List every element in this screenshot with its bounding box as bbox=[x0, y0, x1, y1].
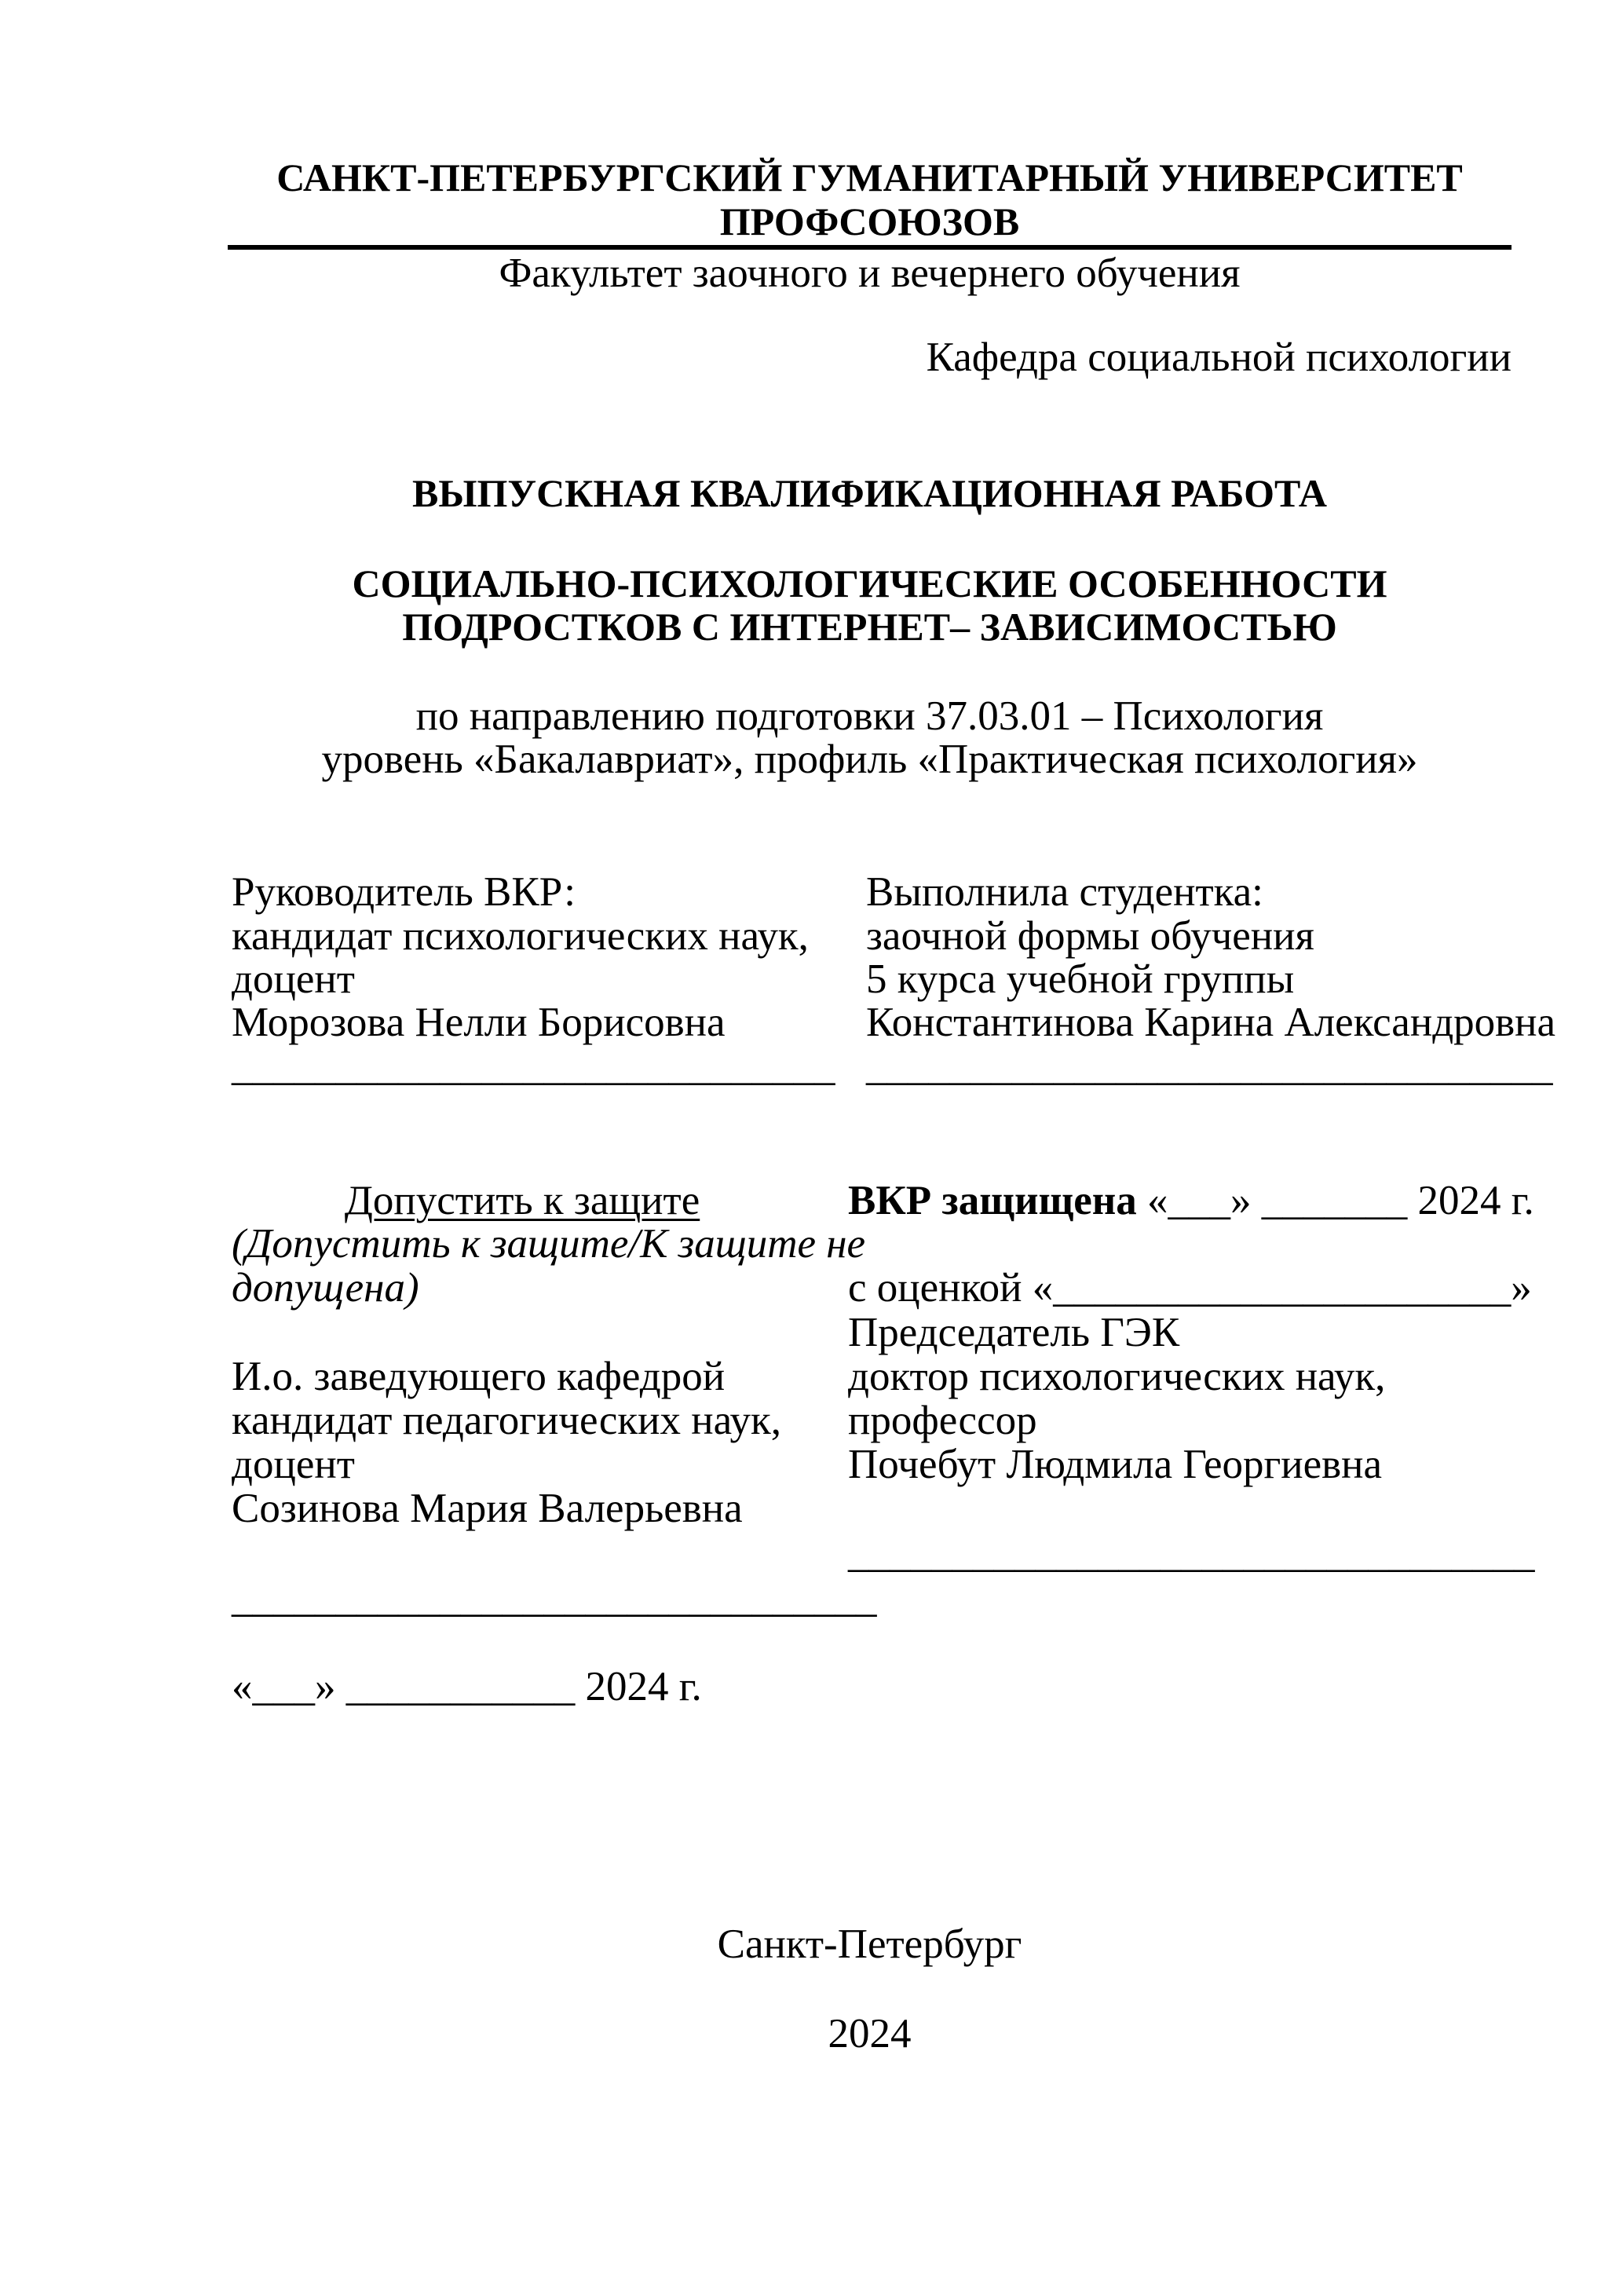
defense-date[interactable]: «___» _______ 2024 г. bbox=[1136, 1178, 1534, 1223]
admission-date[interactable]: «___» ___________ 2024 г. bbox=[232, 1664, 702, 1709]
university-name-line1: САНКТ-ПЕТЕРБУРГСКИЙ ГУМАНИТАРНЫЙ УНИВЕРСИТЕТ bbox=[276, 155, 1463, 199]
student-name: Константинова Карина Александровна bbox=[866, 1000, 1556, 1045]
supervisor-label: Руководитель ВКР: bbox=[232, 869, 576, 915]
student-form: заочной формы обучения bbox=[866, 913, 1314, 959]
work-title-line1: СОЦИАЛЬНО-ПСИХОЛОГИЧЕСКИЕ ОСОБЕННОСТИ bbox=[352, 561, 1387, 605]
chair-rank: профессор bbox=[848, 1398, 1037, 1443]
faculty-name: Факультет заочного и вечернего обучения bbox=[499, 250, 1241, 296]
supervisor-degree: кандидат психологических наук, bbox=[232, 913, 809, 959]
head-degree: кандидат педагогических наук, bbox=[232, 1398, 781, 1443]
head-name: Созинова Мария Валерьевна bbox=[232, 1486, 743, 1531]
supervisor-signature-line[interactable]: _____________________________ bbox=[232, 1044, 835, 1089]
study-level: уровень «Бакалавриат», профиль «Практическая психология» bbox=[321, 737, 1418, 782]
admission-hint-line1: (Допустить к защите/К защите не bbox=[232, 1221, 866, 1267]
defense-grade-line[interactable]: с оценкой «______________________» bbox=[848, 1265, 1532, 1311]
university-name-line2: ПРОФСОЮЗОВ bbox=[719, 199, 1020, 243]
footer-year: 2024 bbox=[828, 2011, 912, 2057]
supervisor-name: Морозова Нелли Борисовна bbox=[232, 1000, 726, 1045]
head-rank: доцент bbox=[232, 1442, 355, 1487]
work-type: ВЫПУСКНАЯ КВАЛИФИКАЦИОННАЯ РАБОТА bbox=[412, 471, 1327, 515]
admission-decision-text: Допустить к защите bbox=[344, 1178, 700, 1223]
footer-city: Санкт-Петербург bbox=[717, 1921, 1022, 1967]
admission-decision bbox=[228, 1179, 817, 1223]
chair-name: Почебут Людмила Георгиевна bbox=[848, 1442, 1383, 1487]
defense-label: ВКР защищена bbox=[848, 1178, 1137, 1223]
supervisor-rank: доцент bbox=[232, 956, 355, 1002]
student-signature-line[interactable]: _________________________________ bbox=[866, 1044, 1553, 1089]
student-course: 5 курса учебной группы bbox=[866, 956, 1295, 1002]
header-divider bbox=[228, 245, 1512, 250]
defense-date-line bbox=[848, 1179, 1534, 1223]
department-name: Кафедра социальной психологии bbox=[926, 335, 1512, 380]
admission-hint-line2: допущена) bbox=[232, 1265, 419, 1311]
chair-degree: доктор психологических наук, bbox=[848, 1354, 1386, 1399]
head-title: И.о. заведующего кафедрой bbox=[232, 1354, 726, 1399]
study-direction: по направлению подготовки 37.03.01 – Психология bbox=[415, 693, 1324, 739]
chair-signature-line[interactable]: _________________________________ bbox=[848, 1530, 1535, 1576]
work-title-line2: ПОДРОСТКОВ С ИНТЕРНЕТ– ЗАВИСИМОСТЬЮ bbox=[402, 605, 1337, 649]
head-signature-line[interactable]: _______________________________ bbox=[232, 1575, 877, 1621]
student-label: Выполнила студентка: bbox=[866, 869, 1263, 915]
chair-title: Председатель ГЭК bbox=[848, 1310, 1180, 1355]
